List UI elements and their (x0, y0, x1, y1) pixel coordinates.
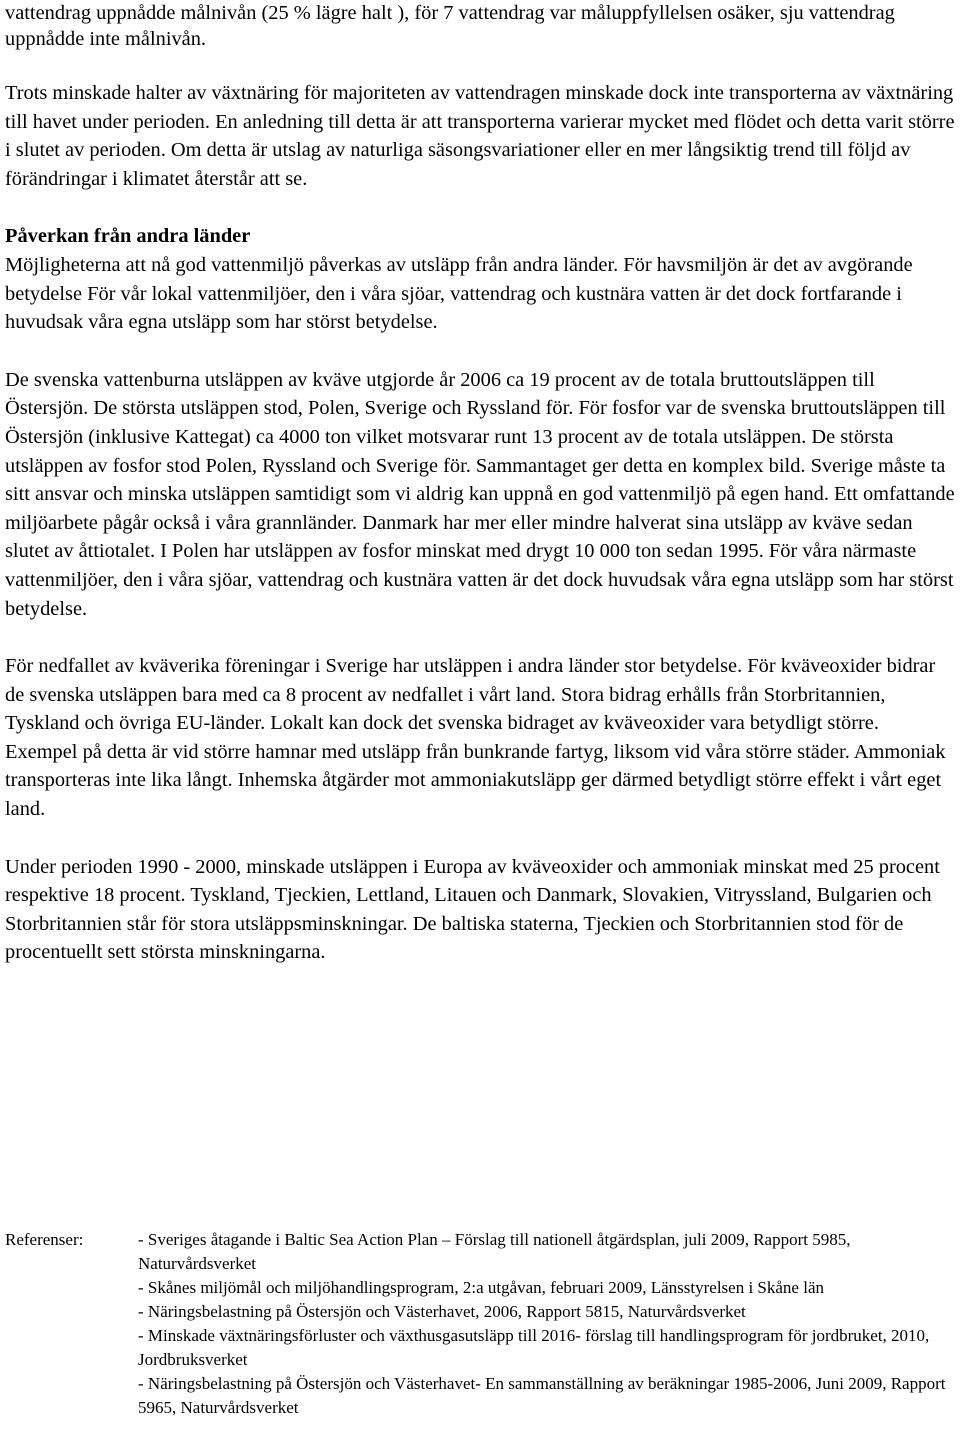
paragraph-other-countries: Möjligheterna att nå god vattenmiljö påverkas av utsläpp från andra länder. För havsmiljön är det av avgörande betydelse För vår lokal vattenmiljöer, den i våra sjöar, vattendrag och kustnära vatten är det dock fortfarande i huvudsak våra egna utsläpp som har störst betydelse. (5, 253, 913, 334)
section-heading: Påverkan från andra länder (5, 225, 251, 248)
reference-item: - Minskade växtnäringsförluster och växthusgasutsläpp till 2016- förslag till handlingsprogram för jordbruket, 2010, Jordbruksverket (138, 1326, 930, 1369)
reference-item: - Näringsbelastning på Östersjön och Västerhavet- En sammanställning av beräkningar 1985-2006, Juni 2009, Rapport 5965, Naturvårdsverket (138, 1374, 946, 1417)
paragraph-europe-period: Under perioden 1990 - 2000, minskade utsläppen i Europa av kväveoxider och ammoniak minskat med 25 procent respektive 18 procent. Tyskland, Tjeckien, Lettland, Litauen och Danmark, Slovakien, Vitryssland, Bulgarien och Storbritannien står för stora utsläppsminskningar. De baltiska staterna, Tjeckien och Storbritannien stod för de procentuellt sett största minskningarna. (5, 855, 940, 964)
references-list (138, 1228, 955, 1420)
reference-item: - Sveriges åtagande i Baltic Sea Action Plan – Förslag till nationell åtgärdsplan, juli 2009, Rapport 5985, Naturvårdsverket (138, 1230, 851, 1273)
paragraph-emissions: De svenska vattenburna utsläppen av kväve utgjorde år 2006 ca 19 procent av de totala bruttoutsläppen till Östersjön. De största utsläppen stod, Polen, Sverige och Ryssland för. För fosfor var de svenska bruttoutsläppen till Östersjön (inklusive Kattegat) ca 4000 ton vilket motsvarar runt 13 procent av de totala utsläppen. De största utsläppen av fosfor stod Polen, Ryssland och Sverige för. Sammantaget ger detta en komplex bild. Sverige måste ta sitt ansvar och minska utsläppen samtidigt som vi aldrig kan uppnå en god vattenmiljö på egen hand. Ett omfattande miljöarbete pågår också i våra grannländer. Danmark har mer eller mindre halverat sina utsläpp av kväve sedan slutet av åttiotalet. I Polen har utsläppen av fosfor minskat med drygt 10 000 ton sedan 1995. För våra närmaste vattenmiljöer, den i våra sjöar, vattendrag och kustnära vatten är det dock huvudsak våra egna utsläpp som har störst betydelse. (5, 368, 955, 620)
paragraph-intro: vattendrag uppnådde målnivån (25 % lägre halt ), för 7 vattendrag var måluppfyllelsen osäker, sju vattendrag uppnådde inte målnivån. (5, 2, 895, 50)
paragraph-deposition: För nedfallet av kväverika föreningar i Sverige har utsläppen i andra länder stor betydelse. För kväveoxider bidrar de svenska utsläppen bara med ca 8 procent av nedfallet i vårt land. Stora bidrag erhålls från Storbritannien, Tyskland och övriga EU-länder. Lokalt kan dock det svenska bidraget av kväveoxider vara betydligt större. Exempel på detta är vid större hamnar med utsläpp från bunkrande fartyg, liksom vid våra större städer. Ammoniak transporteras inte lika långt. Inhemska åtgärder mot ammoniakutsläpp ger därmed betydligt större effekt i vårt eget land. (5, 655, 946, 821)
references-section (5, 1228, 955, 1420)
reference-item: - Skånes miljömål och miljöhandlingsprogram, 2:a utgåvan, februari 2009, Länsstyrelsen i Skåne län (138, 1278, 824, 1297)
references-label: Referenser: (5, 1230, 84, 1249)
document-body (5, 0, 955, 967)
reference-item: - Näringsbelastning på Östersjön och Västerhavet, 2006, Rapport 5815, Naturvårdsverket (138, 1302, 746, 1321)
paragraph-transport: Trots minskade halter av växtnäring för majoriteten av vattendragen minskade dock inte transporterna av växtnäring till havet under perioden. En anledning till detta är att transporterna varierar mycket med flödet och detta varit större i slutet av perioden. Om detta är utslag av naturliga säsongsvariationer eller en mer långsiktig trend till följd av förändringar i klimatet återstår att se. (5, 82, 955, 190)
